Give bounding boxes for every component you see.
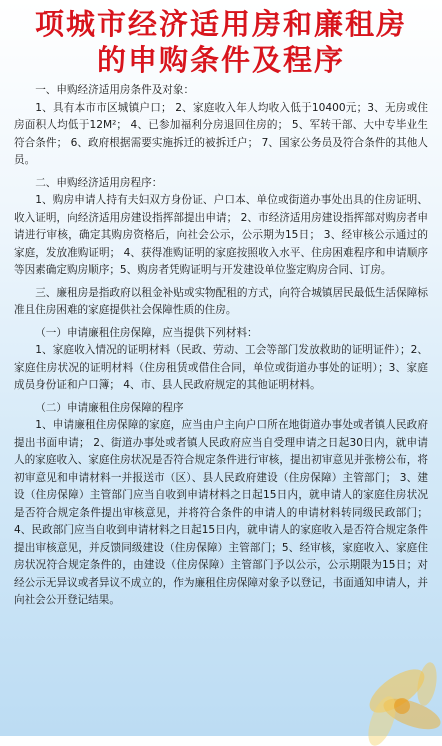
flower-decoration-icon (302, 596, 442, 746)
paragraph-purchase-procedure: 1、购房申请人持有夫妇双方身份证、户口本、单位或街道办事处出具的住房证明、收入证明，向经济适用房建设指挥部提出申请； 2、市经济适用房建设指挥部对购房者申请进行审核，确定其购房资格后，向社会公示，公示期为15日； 3、经审核公示通过的家庭，发放准购证明； 4、获得准购证明的家庭按照收入水平、住房困难程序和申请顺序等因素确定购房顺序；5、购房者凭购证明与开发建设单位鉴定购房合同、订房。 (14, 194, 428, 276)
page-title-line-1: 项城市经济适用房和廉租房 (34, 7, 407, 41)
subheading-application-procedure: （二）申请廉租住房保障的程序 (35, 401, 184, 414)
page-title-line-2: 的申购条件及程序 (96, 43, 345, 77)
subheading-required-materials: （一）申请廉租住房保障，应当提供下列材料： (35, 326, 258, 339)
paragraph-purchase-conditions: 1、具有本市市区城镇户口； 2、家庭收入年人均收入低于10400元；3、无房或住房面积人均低于12M²； 4、已参加福利分房退回住房的； 5、军转干部、大中专毕业生符合条件； 6、政府根据需要实施拆迁的被拆迁户； 7、国家公务员及符合条件的其他人员。 (14, 101, 428, 166)
section-heading-purchase-conditions: 一、申购经济适用房条件及对象： (35, 84, 195, 96)
paragraph-low-rent-definition: 三、廉租房是指政府以租金补贴或实物配租的方式，向符合城镇居民最低生活保障标准且住房困难的家庭提供社会保障性质的住房。 (14, 286, 428, 316)
document-body (14, 82, 428, 610)
section-heading-purchase-procedure: 二、申购经济适用房程序： (35, 176, 163, 189)
paragraph-required-materials: 1、家庭收入情况的证明材料（民政、劳动、工会等部门发放救助的证明证件）；2、家庭住房状况的证明材料（住房租赁或借住合同，单位或街道办事处的证明）；3、家庭成员身份证和户口簿； 4、市、县人民政府规定的其他证明材料。 (14, 344, 428, 391)
paragraph-application-procedure: 1、申请廉租住房保障的家庭，应当由户主向户口所在地街道办事处或者镇人民政府提出书面申请； 2、街道办事处或者镇人民政府应当自受理申请之日起30日内，就申请人的家庭收入、家庭住房状况是否符合规定条件进行审核，提出初审意见并张榜公布，将初审意见和申请材料一并报送市（区）、县人民政府建设（住房保障）主管部门； 3、建设（住房保障）主管部门应当自收到申请材料之日起15日内，就申请人的家庭住房状况是否符合规定条件提出审核意见，并将符合条件的申请人的申请材料转同级民政部门； 4、民政部门应当自收到申请材料之日起15日内，就申请人的家庭收入是否符合规定条件提出审核意见，并反馈同级建设（住房保障）主管部门；5、经审核，家庭收入、家庭住房状况符合规定条件的，由建设（住房保障）主管部门予以公示，公示期限为15日；对经公示无异议或者异议不成立的，作为廉租住房保障对象予以登记，书面通知申请人，并向社会公开登记结果。 (14, 419, 428, 606)
